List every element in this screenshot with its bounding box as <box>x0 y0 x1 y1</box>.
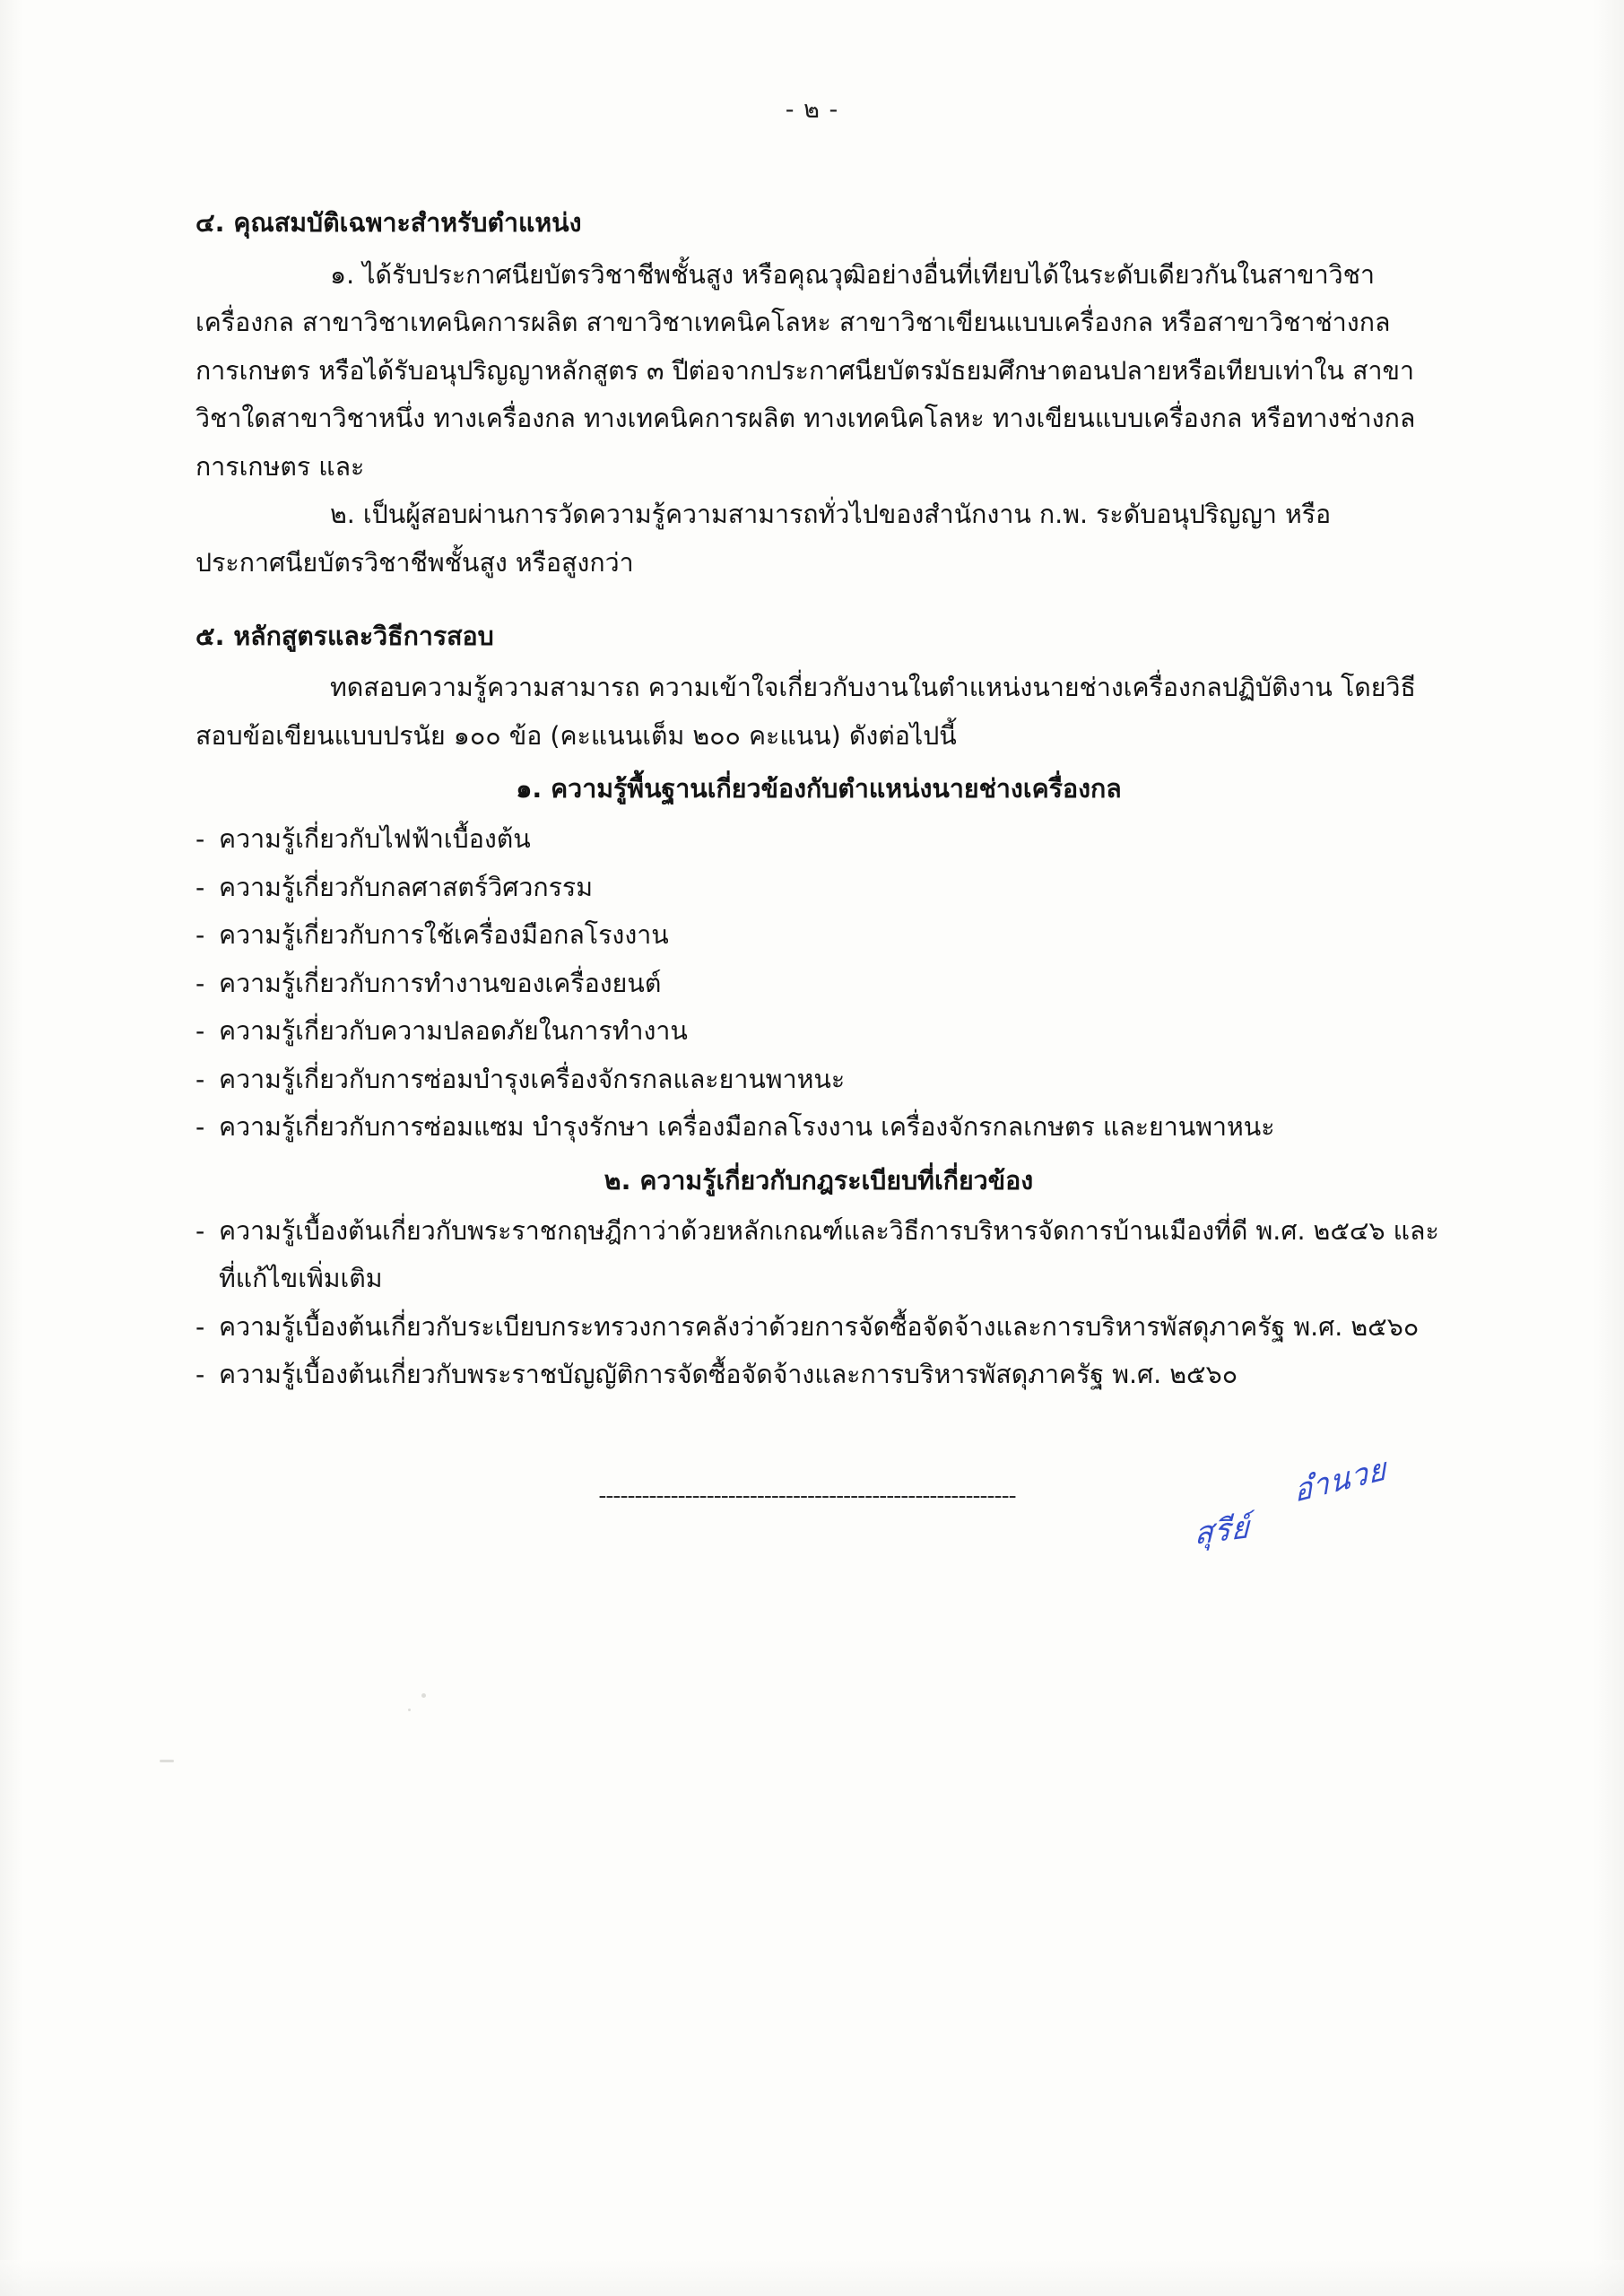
list-item-text: ความรู้เกี่ยวกับกลศาสตร์วิศวกรรม <box>219 872 593 902</box>
scan-edge-bottom <box>0 2260 1624 2296</box>
list-item <box>195 1207 1442 1303</box>
dash-marker: - <box>195 823 205 854</box>
list-item <box>195 815 1442 864</box>
section-4-paragraph-1: ๑. ได้รับประกาศนียบัตรวิชาชีพชั้นสูง หรือคุณวุฒิอย่างอื่นที่เทียบได้ในระดับเดียวกันในสาขาวิชาเครื่องกล สาขาวิชาเทคนิคการผลิต สาขาวิชาเทคนิคโลหะ สาขาวิชาเขียนแบบเครื่องกล หรือสาขาวิชาช่างกลการเกษตร หรือได้รับอนุปริญญาหลักสูตร ๓ ปีต่อจากประกาศนียบัตรมัธยมศึกษาตอนปลายหรือเทียบเท่าใน สาขาวิชาใดสาขาวิชาหนึ่ง ทางเครื่องกล ทางเทคนิคการผลิต ทางเทคนิคโลหะ ทางเขียนแบบเครื่องกล หรือทางช่างกลการเกษตร และ <box>195 259 1416 482</box>
section-5-heading: ๕. หลักสูตรและวิธีการสอบ <box>195 621 494 651</box>
subsection-2-list <box>195 1207 1442 1399</box>
scan-edge-right <box>1594 0 1624 2296</box>
list-item-text: ความรู้เกี่ยวกับไฟฟ้าเบื้องต้น <box>219 823 531 854</box>
dash-marker: - <box>195 968 205 998</box>
dash-marker: - <box>195 1311 205 1342</box>
handwritten-signature <box>1175 1429 1461 1595</box>
list-item <box>195 1303 1442 1352</box>
list-item <box>195 1056 1442 1104</box>
page-number: - ๒ - <box>785 96 839 124</box>
list-item-text: ความรู้เกี่ยวกับความปลอดภัยในการทำงาน <box>219 1016 688 1047</box>
signature-mark-right: อำนวย <box>1292 1450 1388 1510</box>
section-5-paragraph-1: ทดสอบความรู้ความสามารถ ความเข้าใจเกี่ยวกับงานในตำแหน่งนายช่างเครื่องกลปฏิบัติงาน โดยวิธีสอบข้อเขียนแบบปรนัย ๑๐๐ ข้อ (คะแนนเต็ม ๒๐๐ คะแนน) ดังต่อไปนี้ <box>195 673 1416 751</box>
list-item <box>195 864 1442 912</box>
list-item-text: ความรู้เบื้องต้นเกี่ยวกับระเบียบกระทรวงการคลังว่าด้วยการจัดซื้อจัดจ้างและการบริหารพัสดุภาครัฐ พ.ศ. ๒๕๖๐ <box>219 1311 1420 1342</box>
subsection-1-title: ๑. ความรู้พื้นฐานเกี่ยวข้องกับตำแหน่งนายช่างเครื่องกล <box>516 774 1122 804</box>
dash-marker: - <box>195 1112 205 1143</box>
signature-mark-left: สุรีย์ <box>1194 1509 1251 1552</box>
subsection-2-title: ๒. ความรู้เกี่ยวกับกฎระเบียบที่เกี่ยวข้อง <box>604 1165 1034 1196</box>
dash-marker: - <box>195 872 205 902</box>
list-item <box>195 1103 1442 1152</box>
section-4-paragraph-2: ๒. เป็นผู้สอบผ่านการวัดความรู้ความสามารถทั่วไปของสำนักงาน ก.พ. ระดับอนุปริญญา หรือประกาศนียบัตรวิชาชีพชั้นสูง หรือสูงกว่า <box>195 500 1332 578</box>
subsection-1-list <box>195 815 1442 1152</box>
section-4-heading: ๔. คุณสมบัติเฉพาะสำหรับตำแหน่ง <box>195 208 582 238</box>
document-body <box>195 199 1442 1399</box>
list-item <box>195 1007 1442 1056</box>
list-item-text: ความรู้เกี่ยวกับการใช้เครื่องมือกลโรงงาน <box>219 920 669 951</box>
list-item <box>195 911 1442 960</box>
dash-marker: - <box>195 1360 205 1390</box>
list-item-text: ความรู้เบื้องต้นเกี่ยวกับพระราชกฤษฎีกาว่าด้วยหลักเกณฑ์และวิธีการบริหารจัดการบ้านเมืองที่ดี พ.ศ. ๒๕๔๖ และที่แก้ไขเพิ่มเติม <box>219 1215 1439 1294</box>
list-item-text: ความรู้เกี่ยวกับการทำงานของเครื่องยนต์ <box>219 968 662 998</box>
scan-speck <box>408 1709 411 1711</box>
list-item-text: ความรู้เกี่ยวกับการซ่อมบำรุงเครื่องจักรกลและยานพาหนะ <box>219 1064 846 1094</box>
scan-edge-left <box>0 0 23 2296</box>
dash-marker: - <box>195 1064 205 1094</box>
list-item <box>195 1351 1442 1399</box>
list-item-text: ความรู้เกี่ยวกับการซ่อมแซม บำรุงรักษา เครื่องมือกลโรงงาน เครื่องจักรกลเกษตร และยานพาหนะ <box>219 1112 1275 1143</box>
list-item-text: ความรู้เบื้องต้นเกี่ยวกับพระราชบัญญัติการจัดซื้อจัดจ้างและการบริหารพัสดุภาครัฐ พ.ศ. ๒๕๖๐ <box>219 1360 1238 1390</box>
list-item <box>195 960 1442 1008</box>
dash-marker: - <box>195 1016 205 1047</box>
scan-speck <box>160 1760 174 1762</box>
section-separator: ---------------------------------------------------------- <box>598 1483 1016 1509</box>
scan-speck <box>421 1693 426 1698</box>
dash-marker: - <box>195 920 205 951</box>
dash-marker: - <box>195 1215 205 1246</box>
